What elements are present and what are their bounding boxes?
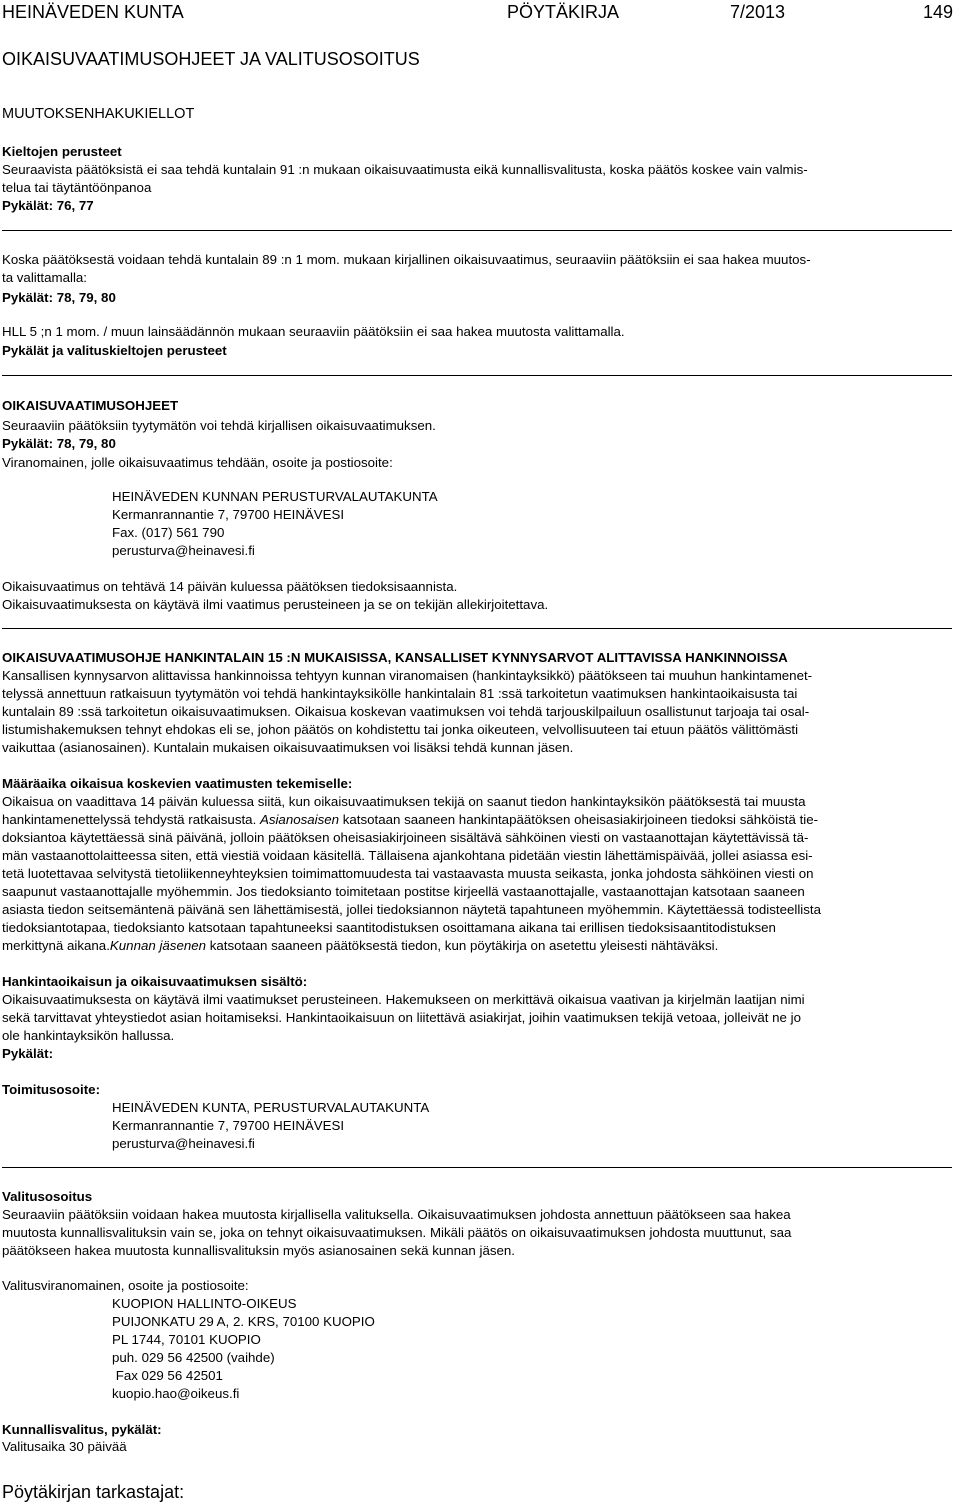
text-line: asiasta tiedon seitsemäntenä päivänä sen lähettämisestä, jollei tiedoksiannon näytetä tapahtuneen myöhemmin. Käytettäessä todisteellista [2, 902, 821, 917]
sections-list: Pykälät: 76, 77 [2, 198, 94, 213]
address-line: PL 1744, 70101 KUOPIO [112, 1332, 261, 1347]
text-line: päätökseen hakea muutosta kunnallisvalituksin myös asianosainen sekä kunnan jäsen. [2, 1243, 515, 1258]
text-line: Viranomainen, jolle oikaisuvaatimus tehdään, osoite ja postiosoite: [2, 455, 393, 470]
page-title: OIKAISUVAATIMUSOHJEET JA VALITUSOSOITUS [2, 49, 420, 69]
divider [2, 375, 952, 376]
text-line: doksiantoa käytettäessä sinä päivänä, jolloin päätöksen oheisasiakirjoineen sisältävä sähköinen viesti on vastaanottajan käytettävissä tä- [2, 830, 809, 845]
text-line: ta valittamalla: [2, 270, 87, 285]
divider [2, 628, 952, 629]
section-heading-appeal: Valitusosoitus [2, 1189, 93, 1204]
text-line: Kansallisen kynnysarvon alittavissa hankinnoissa tehtyyn kunnan viranomaisen (hankintayksikkö) päätökseen tai muuhun hankintamenet- [2, 668, 813, 683]
text-line: telyssä annettuun ratkaisuun tyytymätön voi tehdä hankintayksikölle hankintalain 81 :ssä tarkoitetun vaatimuksen hankintaoikaisusta tai [2, 686, 798, 701]
text-line: merkittynä aikana.Kunnan jäsenen katsotaan saaneen päätöksestä tiedon, kun pöytäkirja on asetettu yleisesti nähtäväksi. [2, 938, 719, 953]
text-line: Koska päätöksestä voidaan tehdä kuntalain 89 :n 1 mom. mukaan kirjallinen oikaisuvaatimus, seuraaviin päätöksiin ei saa hakea muutos- [2, 252, 811, 267]
appeal-sections-label: Kunnallisvalitus, pykälät: [2, 1422, 162, 1437]
text-line: Seuraavista päätöksistä ei saa tehdä kuntalain 91 :n mukaan oikaisuvaatimusta eikä kunnallisvalitusta, koska päätös koskee vain valmis- [2, 162, 808, 177]
appeal-authority-label: Valitusviranomainen, osoite ja postiosoite: [2, 1278, 249, 1293]
italic-term: Kunnan jäsenen [109, 938, 207, 953]
text-line: Oikaisuvaatimuksesta on käytävä ilmi vaatimukset perusteineen. Hakemukseen on merkittävä oikaisua vaativan ja kirjelmän laatijan nimi [2, 992, 805, 1007]
sections-list: Pykälät ja valituskieltojen perusteet [2, 343, 227, 358]
text-line: ole hankintayksikön hallussa. [2, 1028, 175, 1043]
address-line: HEINÄVEDEN KUNNAN PERUSTURVALAUTAKUNTA [112, 489, 438, 504]
text-line: hankintamenettelyssä tehdystä ratkaisusta. Asianosaisen katsotaan saaneen hankintapäätöksen oheisasiakirjoineen tiedoksi sähköistä tie- [2, 812, 819, 827]
address-line: PUIJONKATU 29 A, 2. KRS, 70100 KUOPIO [112, 1314, 375, 1329]
sections-list: Pykälät: 78, 79, 80 [2, 436, 116, 451]
address-line: Kermanrannantie 7, 79700 HEINÄVESI [112, 1118, 345, 1133]
divider [2, 1167, 952, 1168]
address-line: KUOPION HALLINTO-OIKEUS [112, 1296, 297, 1311]
email-address: perusturva@heinavesi.fi [112, 543, 255, 558]
text-line: Seuraaviin päätöksiin voidaan hakea muutosta kirjallisella valituksella. Oikaisuvaatimuksen johdosta annettuun päätökseen saa hakea [2, 1207, 791, 1222]
text-line: Seuraaviin päätöksiin tyytymätön voi tehdä kirjallisen oikaisuvaatimuksen. [2, 418, 436, 433]
section-heading-correction-instructions: OIKAISUVAATIMUSOHJEET [2, 398, 179, 413]
text-line: kuntalain 89 :ssä tarkoitetun oikaisuvaatimuksen. Oikaisua koskevan vaatimuksen voi tehdä tarjouskilpailuun osallistunut tarjoaja tai osal- [2, 704, 810, 719]
text-line: telua tai täytäntöönpanoa [2, 180, 152, 195]
page-number: 149 [923, 2, 954, 22]
divider [2, 230, 952, 231]
text-line: saapunut vastaanottajalle myöhemmin. Jos tiedoksianto toimitetaan postitse kirjeellä vastaanottajalle, vastaanottajan katsotaan saaneen [2, 884, 805, 899]
issue-number: 7/2013 [730, 2, 786, 22]
text-line: sekä tarvittavat yhteystiedot asian hoitamiseksi. Hankintaoikaisuun on liitettävä asiakirjat, joihin vaatimuksen tekijä vetoaa, jolleivät ne jo [2, 1010, 801, 1025]
municipality-name: HEINÄVEDEN KUNTA [2, 2, 184, 22]
reviewers-label: Pöytäkirjan tarkastajat: [2, 1482, 185, 1502]
text-line: Oikaisua on vaadittava 14 päivän kuluessa siitä, kun oikaisuvaatimuksen tekijä on saanut tiedon hankintayksikön päätöksestä tai muusta [2, 794, 806, 809]
page-header [0, 0, 960, 24]
appeal-time: Valitusaika 30 päivää [2, 1439, 127, 1454]
text-line: HLL 5 ;n 1 mom. / muun lainsäädännön mukaan seuraaviin päätöksiin ei saa hakea muutosta valittamalla. [2, 324, 625, 339]
italic-term: Asianosaisen [259, 812, 340, 827]
text-line: listumishakemuksen tehnyt ehdokas eli se, johon päätös on kohdistettu tai jonka oikeuteen, velvollisuuteen tai etuun päätös välittömästi [2, 722, 799, 737]
section-heading-procurement: OIKAISUVAATIMUSOHJE HANKINTALAIN 15 :N MUKAISISSA, KANSALLISET KYNNYSARVOT ALITTAVISSA HANKINNOISSA [2, 650, 788, 665]
email-address: perusturva@heinavesi.fi [112, 1136, 255, 1151]
fax-number: Fax 029 56 42501 [112, 1368, 223, 1383]
email-address: kuopio.hao@oikeus.fi [112, 1386, 240, 1401]
address-line: Fax. (017) 561 790 [112, 525, 225, 540]
text-line: män vastaanottolaitteessa siten, että viestiä voidaan käsitellä. Tällaisena ajankohtana pidetään viestin lähettämispäivää, jollei asiassa esi- [2, 848, 813, 863]
subheading-content: Hankintaoikaisun ja oikaisuvaatimuksen sisältö: [2, 974, 308, 989]
address-line: HEINÄVEDEN KUNTA, PERUSTURVALAUTAKUNTA [112, 1100, 430, 1115]
text-line: tetä luotettavaa selvitystä tietoliikenneyhteyksien toimimattomuudesta tai vastaavasta muusta seikasta, jonka johdosta sähköinen viesti on [2, 866, 814, 881]
address-line: Kermanrannantie 7, 79700 HEINÄVESI [112, 507, 345, 522]
text-line: tiedoksiantotapaa, tiedoksianto katsotaan tapahtuneeksi saantitodistuksen osoittamana aikana tai erillisen tiedoksisaantitodistuksen [2, 920, 776, 935]
sections-list: Pykälät: 78, 79, 80 [2, 290, 116, 305]
text-line: Oikaisuvaatimuksesta on käytävä ilmi vaatimus perusteineen ja se on tekijän allekirjoitettava. [2, 597, 549, 612]
subheading-grounds: Kieltojen perusteet [2, 144, 122, 159]
phone-number: puh. 029 56 42500 (vaihde) [112, 1350, 275, 1365]
text-line: vaikuttaa (asianosainen). Kuntalain mukaisen oikaisuvaatimuksen voi lisäksi tehdä kunnan jäsen. [2, 740, 574, 755]
text-line: Oikaisuvaatimus on tehtävä 14 päivän kuluessa päätöksen tiedoksisaannista. [2, 579, 458, 594]
subheading-deadline: Määräaika oikaisua koskevien vaatimusten tekemiselle: [2, 776, 353, 791]
text-line: muutosta kunnallisvalituksin vain se, joka on tehnyt oikaisuvaatimuksen. Mikäli päätös on oikaisuvaatimuksen johdosta muuttunut, saa [2, 1225, 792, 1240]
section-heading-appeal-bans: MUUTOKSENHAKUKIELLOT [2, 106, 195, 122]
document-type: PÖYTÄKIRJA [507, 2, 620, 22]
delivery-address-label: Toimitusosoite: [2, 1082, 100, 1097]
sections-list: Pykälät: [2, 1046, 53, 1061]
